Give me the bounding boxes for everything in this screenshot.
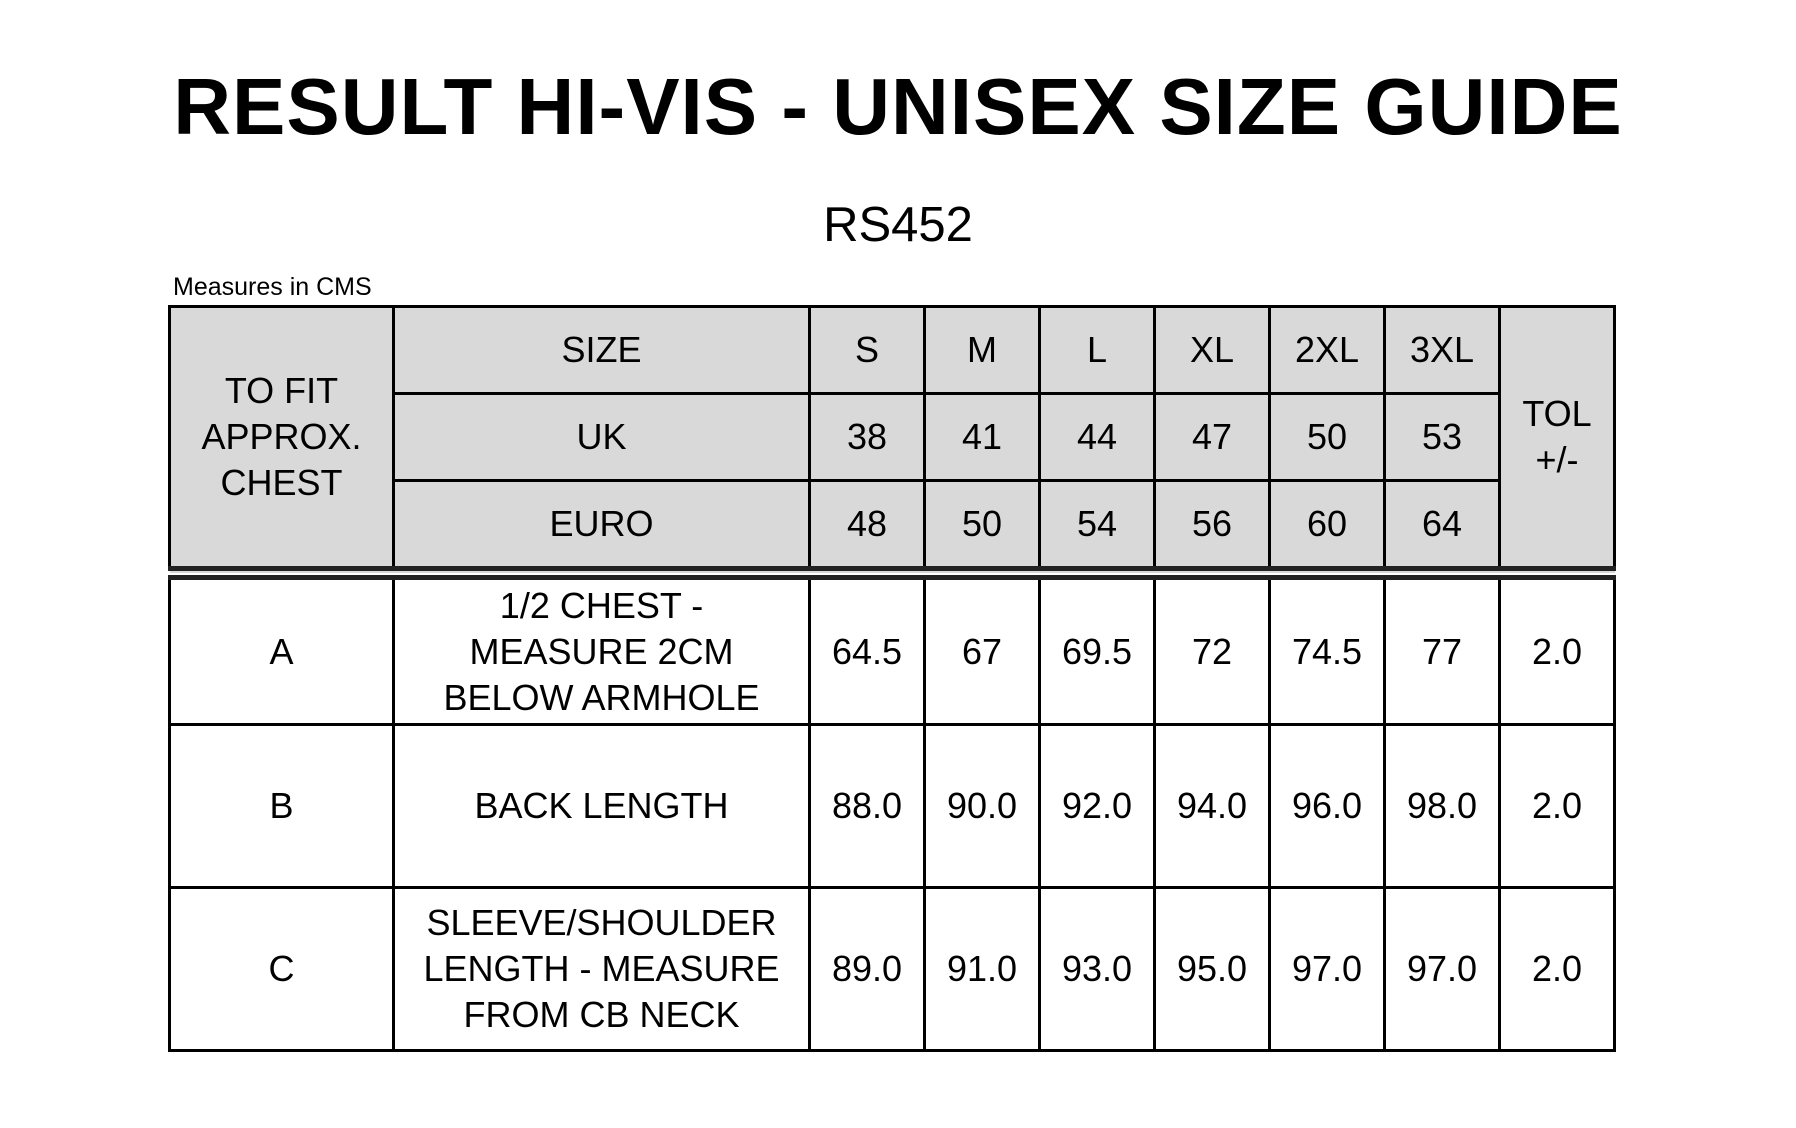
measurement-value: 94.0	[1155, 725, 1270, 888]
uk-cell: 47	[1155, 394, 1270, 481]
size-cell: L	[1040, 307, 1155, 394]
measurement-description: 1/2 CHEST - MEASURE 2CM BELOW ARMHOLE	[394, 573, 810, 725]
page-title: RESULT HI-VIS - UNISEX SIZE GUIDE	[173, 62, 1623, 151]
measurement-value: 64.5	[810, 573, 925, 725]
measurement-value: 91.0	[925, 888, 1040, 1051]
size-cell: 2XL	[1270, 307, 1385, 394]
size-cell: S	[810, 307, 925, 394]
tolerance-label: TOL +/-	[1500, 307, 1615, 574]
measurement-row-c	[170, 888, 1615, 1051]
measurement-description: SLEEVE/SHOULDER LENGTH - MEASURE FROM CB NECK	[394, 888, 810, 1051]
uk-cell: 50	[1270, 394, 1385, 481]
measurement-value: 98.0	[1385, 725, 1500, 888]
measurement-key: B	[170, 725, 394, 888]
measurement-value: 72	[1155, 573, 1270, 725]
measurement-key: C	[170, 888, 394, 1051]
measurement-value: 67	[925, 573, 1040, 725]
measurement-tolerance: 2.0	[1500, 573, 1615, 725]
units-note: Measures in CMS	[173, 273, 372, 301]
measurement-description: BACK LENGTH	[394, 725, 810, 888]
euro-cell: 56	[1155, 481, 1270, 574]
uk-row-label: UK	[394, 394, 810, 481]
size-row	[170, 307, 1615, 394]
measurement-key: A	[170, 573, 394, 725]
measurement-value: 95.0	[1155, 888, 1270, 1051]
euro-cell: 48	[810, 481, 925, 574]
fit-chest-label: TO FIT APPROX. CHEST	[170, 307, 394, 574]
product-code: RS452	[823, 198, 973, 252]
uk-cell: 44	[1040, 394, 1155, 481]
size-cell: XL	[1155, 307, 1270, 394]
size-header	[170, 307, 1615, 574]
euro-cell: 50	[925, 481, 1040, 574]
measurement-body	[170, 573, 1615, 1051]
measurement-value: 96.0	[1270, 725, 1385, 888]
measurement-value: 93.0	[1040, 888, 1155, 1051]
measurement-tolerance: 2.0	[1500, 888, 1615, 1051]
measurement-value: 97.0	[1270, 888, 1385, 1051]
measurement-tolerance: 2.0	[1500, 725, 1615, 888]
measurement-value: 88.0	[810, 725, 925, 888]
euro-cell: 64	[1385, 481, 1500, 574]
uk-cell: 53	[1385, 394, 1500, 481]
measurement-value: 92.0	[1040, 725, 1155, 888]
uk-cell: 38	[810, 394, 925, 481]
uk-cell: 41	[925, 394, 1040, 481]
measurement-value: 69.5	[1040, 573, 1155, 725]
size-row-label: SIZE	[394, 307, 810, 394]
measurement-value: 97.0	[1385, 888, 1500, 1051]
size-cell: 3XL	[1385, 307, 1500, 394]
euro-cell: 60	[1270, 481, 1385, 574]
measurement-value: 77	[1385, 573, 1500, 725]
size-guide-table	[168, 305, 1616, 1052]
euro-cell: 54	[1040, 481, 1155, 574]
measurement-value: 89.0	[810, 888, 925, 1051]
measurement-value: 90.0	[925, 725, 1040, 888]
size-cell: M	[925, 307, 1040, 394]
euro-row-label: EURO	[394, 481, 810, 574]
measurement-value: 74.5	[1270, 573, 1385, 725]
measurement-row-b	[170, 725, 1615, 888]
measurement-row-a	[170, 573, 1615, 725]
